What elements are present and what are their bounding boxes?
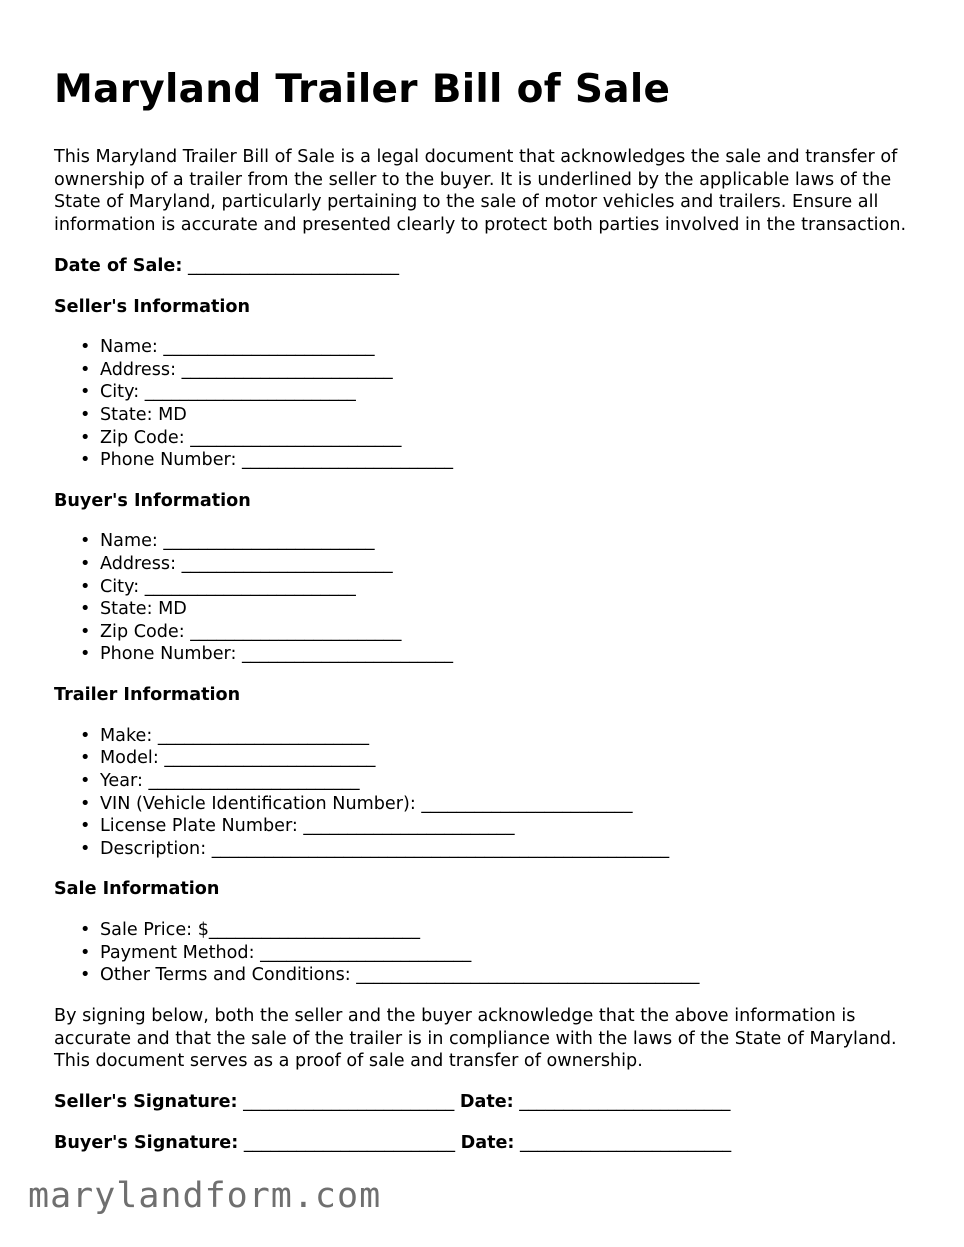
payment-method-field[interactable]: • Payment Method: ________________________ <box>100 942 934 965</box>
other-terms-field[interactable]: • Other Terms and Conditions: _______________________________________ <box>100 964 934 987</box>
seller-heading: Seller's Information <box>54 296 251 317</box>
trailer-heading: Trailer Information <box>54 685 241 706</box>
seller-name-field[interactable]: • Name: ________________________ <box>100 336 934 359</box>
document-title: Maryland Trailer Bill of Sale <box>54 67 671 112</box>
seller-list <box>54 336 934 472</box>
trailer-year-field[interactable]: • Year: ________________________ <box>100 770 934 793</box>
site-watermark: marylandform.com <box>28 1176 382 1216</box>
seller-address-field[interactable]: • Address: ________________________ <box>100 359 934 382</box>
seller-signature-line <box>54 1091 934 1114</box>
seller-state-field: • State: MD <box>100 404 934 427</box>
buyer-heading: Buyer's Information <box>54 490 251 511</box>
buyer-date-label: Date: <box>460 1132 515 1153</box>
seller-phone-field[interactable]: • Phone Number: ________________________ <box>100 449 934 472</box>
sale-list <box>54 919 934 987</box>
trailer-list <box>54 725 934 861</box>
buyer-signature-label: Buyer's Signature: <box>54 1132 239 1153</box>
buyer-name-field[interactable]: • Name: ________________________ <box>100 530 934 553</box>
seller-signature-blank[interactable]: ________________________ <box>237 1091 460 1112</box>
buyer-signature-blank[interactable]: ________________________ <box>238 1132 461 1153</box>
document-page <box>54 62 934 1172</box>
closing-paragraph: By signing below, both the seller and the buyer acknowledge that the above information is accurate and that the sale of the trailer is in compliance with the laws of the State of Maryland. This document serves as a proof of sale and transfer of ownership. <box>54 1005 897 1072</box>
sale-price-field[interactable]: • Sale Price: $________________________ <box>100 919 934 942</box>
buyer-phone-field[interactable]: • Phone Number: ________________________ <box>100 643 934 666</box>
seller-city-field[interactable]: • City: ________________________ <box>100 381 934 404</box>
sale-heading: Sale Information <box>54 879 220 900</box>
date-of-sale-line <box>54 255 934 278</box>
intro-paragraph: This Maryland Trailer Bill of Sale is a legal document that acknowledges the sale and transfer of ownership of a trailer from the seller to the buyer. It is underlined by the applicable laws of the State of Maryland, particularly pertaining to the sale of motor vehicles and trailers. Ensure all information is accurate and presented clearly to protect both parties involved in the transaction. <box>54 147 907 236</box>
date-of-sale-blank[interactable]: ________________________ <box>187 255 400 276</box>
buyer-city-field[interactable]: • City: ________________________ <box>100 576 934 599</box>
buyer-state-field: • State: MD <box>100 598 934 621</box>
trailer-description-field[interactable]: • Description: ____________________________________________________ <box>100 838 934 861</box>
seller-signature-label: Seller's Signature: <box>54 1091 238 1112</box>
trailer-plate-field[interactable]: • License Plate Number: ________________________ <box>100 815 934 838</box>
seller-date-blank[interactable]: ________________________ <box>513 1091 731 1112</box>
buyer-signature-line <box>54 1132 934 1155</box>
seller-zip-field[interactable]: • Zip Code: ________________________ <box>100 427 934 450</box>
seller-date-label: Date: <box>459 1091 514 1112</box>
buyer-address-field[interactable]: • Address: ________________________ <box>100 553 934 576</box>
buyer-zip-field[interactable]: • Zip Code: ________________________ <box>100 621 934 644</box>
trailer-vin-field[interactable]: • VIN (Vehicle Identification Number): ________________________ <box>100 793 934 816</box>
date-of-sale-label: Date of Sale: <box>54 255 183 276</box>
buyer-list <box>54 530 934 666</box>
trailer-model-field[interactable]: • Model: ________________________ <box>100 747 934 770</box>
trailer-make-field[interactable]: • Make: ________________________ <box>100 725 934 748</box>
buyer-date-blank[interactable]: ________________________ <box>514 1132 732 1153</box>
